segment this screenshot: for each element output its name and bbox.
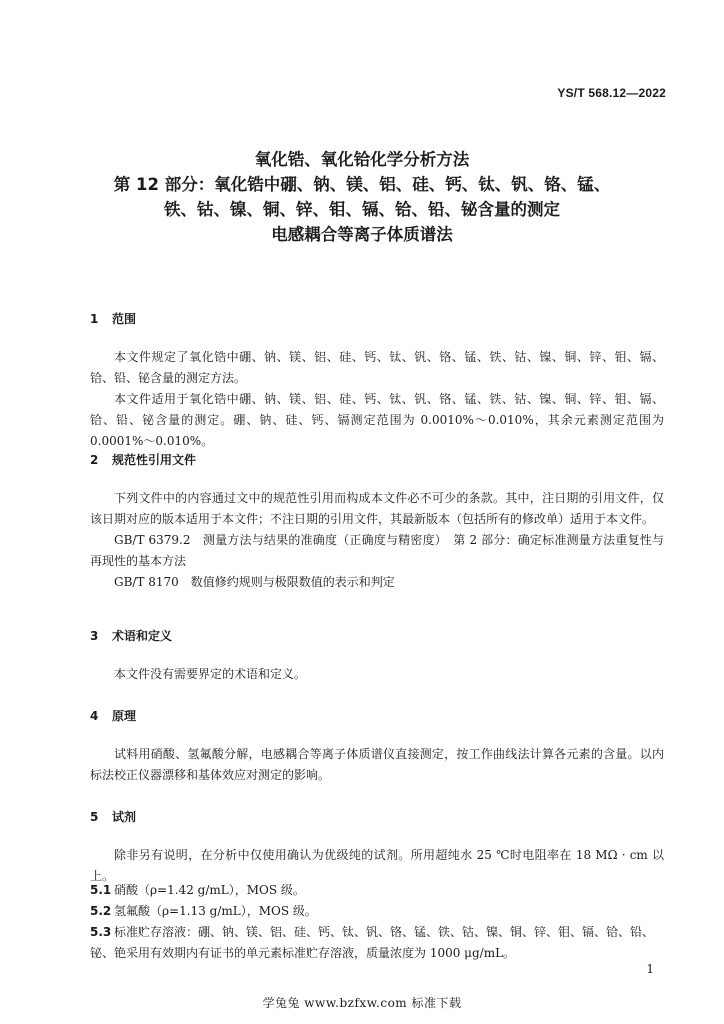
section-title: 试剂 [112, 810, 137, 824]
reference-entry: GB/T 8170 数值修约规则与极限数值的表示和判定 [114, 575, 395, 589]
section-number: 2 [90, 453, 99, 467]
section-body-principle [90, 744, 664, 786]
paragraph: 除非另有说明，在分析中仅使用确认为优级纯的试剂。所用超纯水 25 ℃时电阻率在 18 MΩ · cm 以上。 [90, 848, 664, 883]
paragraph: 本文件适用于氧化锆中硼、钠、镁、铝、硅、钙、钛、钒、铬、锰、铁、钴、镍、铜、锌、钼、镉、铪、铅、铋含量的测定。硼、钠、硅、钙、镉测定范围为 0.0010%～0.010%，其余元素测定范围为 0.0001%～0.010%。 [90, 392, 664, 448]
section-number: 1 [90, 312, 99, 326]
standard-number: YS/T 568.12—2022 [557, 86, 666, 100]
section-title: 术语和定义 [112, 629, 173, 643]
section-title: 范围 [112, 312, 137, 326]
section-number: 4 [90, 709, 99, 723]
section-title: 原理 [112, 709, 137, 723]
item-text: 硝酸（ρ=1.42 g/mL），MOS 级。 [114, 883, 305, 897]
item-text: 标准贮存溶液：硼、钠、镁、铝、硅、钙、钛、钒、铬、锰、铁、钴、镍、铜、锌、钼、镉、铪、铅、铋、铯采用有效期内有证书的单元素标准贮存溶液，质量浓度为 1000 μg/mL。 [90, 925, 655, 960]
section-heading-scope [90, 310, 136, 327]
item-text: 氢氟酸（ρ=1.13 g/mL），MOS 级。 [114, 904, 317, 918]
section-heading-terms [90, 627, 172, 644]
reagent-item [90, 880, 664, 901]
paragraph: 本文件没有需要界定的术语和定义。 [114, 667, 307, 681]
title-line: 第 12 部分：氧化锆中硼、钠、镁、铝、硅、钙、钛、钒、铬、锰、 [113, 175, 611, 194]
section-number: 3 [90, 629, 99, 643]
item-number: 5.2 [90, 904, 112, 918]
paragraph: 本文件规定了氧化锆中硼、钠、镁、铝、硅、钙、钛、钒、铬、锰、铁、钴、镍、铜、锌、钼、镉、铪、铅、铋含量的测定方法。 [90, 350, 664, 385]
title-line: 氧化锆、氧化铪化学分析方法 [254, 150, 470, 169]
document-title [60, 147, 664, 247]
reagent-item [90, 922, 664, 964]
title-line: 铁、钴、镍、铜、锌、钼、镉、铪、铅、铋含量的测定 [164, 200, 560, 219]
section-heading-principle [90, 707, 136, 724]
reference-entry: GB/T 6379.2 测量方法与结果的准确度（正确度与精密度） 第 2 部分：确定标准测量方法重复性与再现性的基本方法 [90, 533, 664, 568]
item-number: 5.1 [90, 883, 112, 897]
section-title: 规范性引用文件 [112, 453, 197, 467]
footer-watermark: 学兔兔 www.bzfxw.com 标准下载 [262, 996, 462, 1010]
title-line: 电感耦合等离子体质谱法 [271, 225, 453, 244]
section-body-normative-references [90, 488, 664, 593]
item-number: 5.3 [90, 925, 112, 939]
page-number: 1 [646, 962, 654, 976]
section-heading-reagents [90, 808, 136, 825]
section-body-terms [90, 664, 664, 685]
section-body-scope [90, 347, 664, 452]
paragraph: 下列文件中的内容通过文中的规范性引用而构成本文件必不可少的条款。其中，注日期的引用文件，仅该日期对应的版本适用于本文件；不注日期的引用文件，其最新版本（包括所有的修改单）适用于本文件。 [90, 491, 664, 526]
section-number: 5 [90, 810, 99, 824]
section-heading-normative-references [90, 451, 196, 468]
paragraph: 试料用硝酸、氢氟酸分解，电感耦合等离子体质谱仪直接测定，按工作曲线法计算各元素的含量。以内标法校正仪器漂移和基体效应对测定的影响。 [90, 747, 664, 782]
reagent-item [90, 901, 664, 922]
